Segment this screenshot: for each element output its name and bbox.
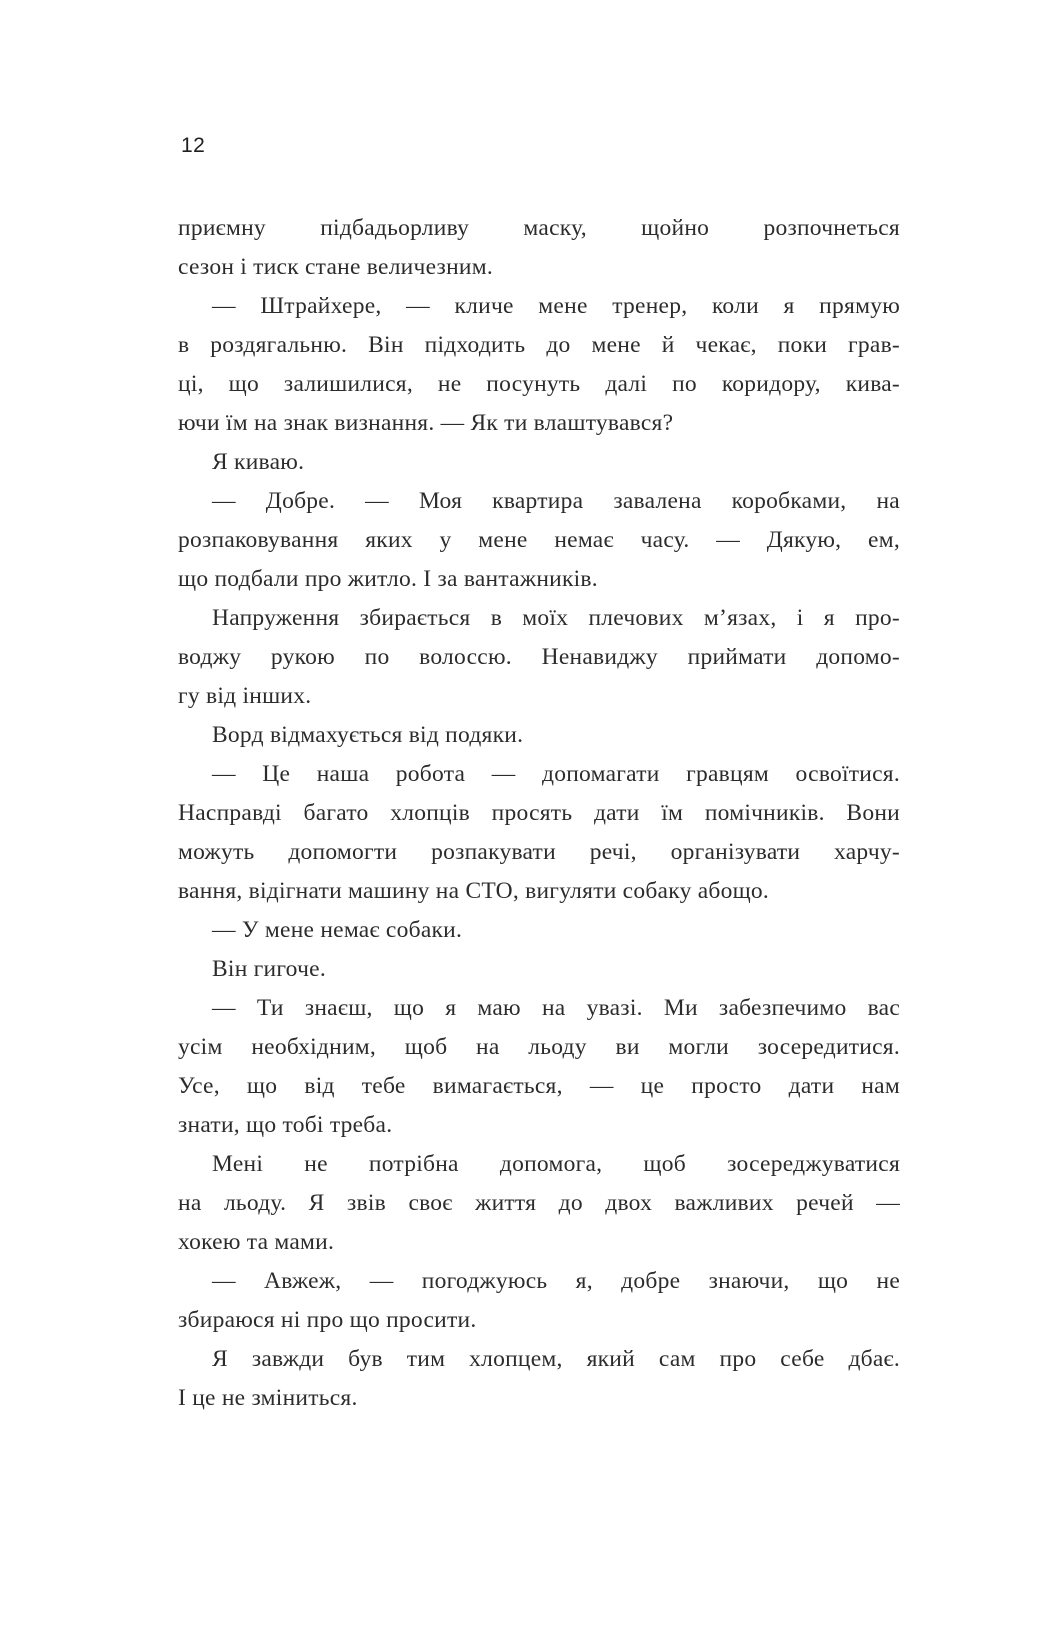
text-line: збираюся ні про що просити. [178,1307,477,1333]
paragraph [178,716,900,755]
text-line: Ворд відмахується від подяки. [212,722,524,748]
paragraph [178,1145,900,1262]
text-line: І це не зміниться. [178,1385,358,1411]
paragraph [178,482,900,599]
paragraph [178,989,900,1145]
text-line: ці, що залишилися, не посунуть далі по коридору, кива- [178,371,900,397]
paragraph [178,1262,900,1340]
text-line: Мені не потрібна допомога, щоб зосереджуватися [212,1151,900,1177]
text-line: — Ти знаєш, що я маю на увазі. Ми забезпечимо вас [212,995,900,1021]
text-line: на льоду. Я звів своє життя до двох важливих речей — [178,1190,900,1216]
text-line: хокею та мами. [178,1229,335,1255]
paragraph [178,287,900,443]
paragraph [178,950,900,989]
text-line: — Авжеж, — погоджуюсь я, добре знаючи, що не [212,1268,900,1294]
paragraph [178,443,900,482]
text-line: що подбали про житло. І за вантажників. [178,566,598,592]
text-line: Я киваю. [212,449,305,475]
text-line: Насправді багато хлопців просять дати їм помічників. Вони [178,800,900,826]
paragraph [178,911,900,950]
page-number: 12 [181,134,206,157]
text-line: Усе, що від тебе вимагається, — це просто дати нам [178,1073,900,1099]
text-line: приємну підбадьорливу маску, щойно розпочнеться [178,215,900,241]
text-line: — Штрайхере, — кличе мене тренер, коли я прямую [212,293,900,319]
text-line: ючи їм на знак визнання. — Як ти влаштувався? [178,410,674,436]
text-line: воджу рукою по волоссю. Ненавиджу приймати допомо- [178,644,900,670]
paragraph [178,1340,900,1418]
text-line: вання, відігнати машину на СТО, вигуляти собаку абощо. [178,878,770,904]
paragraph [178,599,900,716]
text-line: — У мене немає собаки. [212,917,463,943]
text-line: можуть допомогти розпакувати речі, організувати харчу- [178,839,900,865]
paragraph [178,209,900,287]
paragraph [178,755,900,911]
text-line: Він гигоче. [212,956,326,982]
text-line: усім необхідним, щоб на льоду ви могли зосередитися. [178,1034,900,1060]
text-line: в роздягальню. Він підходить до мене й чекає, поки грав- [178,332,900,358]
text-line: сезон і тиск стане величезним. [178,254,493,280]
text-line: Напруження збирається в моїх плечових м’язах, і я про- [212,605,900,631]
text-line: — Добре. — Моя квартира завалена коробками, на [212,488,900,514]
text-line: гу від інших. [178,683,312,709]
text-line: Я завжди був тим хлопцем, який сам про себе дбає. [212,1346,900,1372]
text-line: — Це наша робота — допомагати гравцям освоїтися. [212,761,900,787]
body-text [178,209,900,1418]
text-line: знати, що тобі треба. [178,1112,393,1138]
text-line: розпаковування яких у мене немає часу. — Дякую, ем, [178,527,900,553]
